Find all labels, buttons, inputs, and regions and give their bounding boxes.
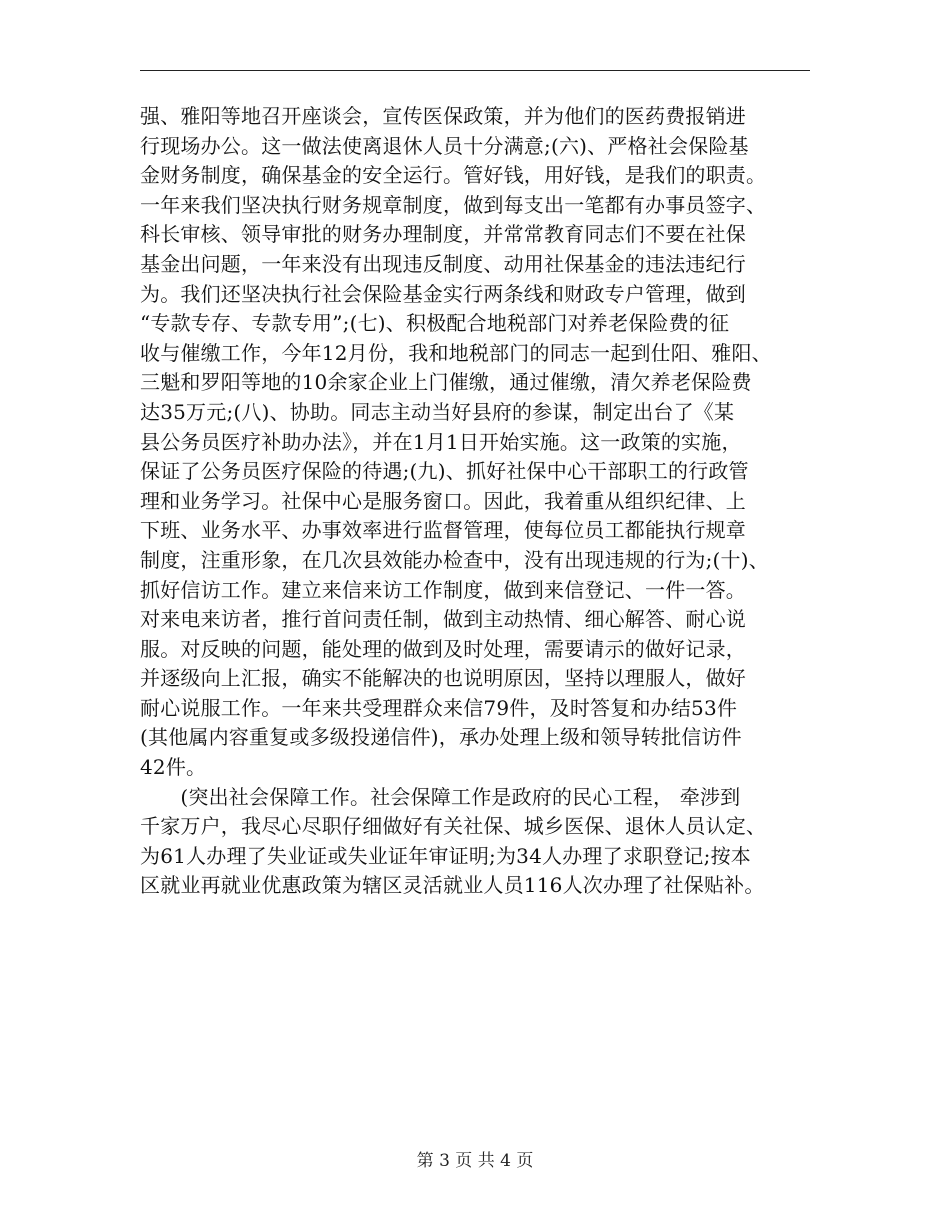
page-number: 第 3 页 共 4 页	[416, 1151, 534, 1171]
text-line: 理和业务学习。社保中心是服务窗口。因此，我着重从组织纪律、上	[140, 488, 746, 513]
text-line: 耐心说服工作。一年来共受理群众来信79件，及时答复和办结53件	[140, 695, 738, 720]
text-line: 强、雅阳等地召开座谈会，宣传医保政策，并为他们的医药费报销进	[140, 104, 746, 128]
text-line: 收与催缴工作，今年12月份，我和地税部门的同志一起到仕阳、雅阳、	[140, 340, 772, 365]
text-line: 42件。	[140, 755, 207, 780]
text-line: 科长审核、领导审批的财务办理制度，并常常教育同志们不要在社保	[140, 222, 746, 247]
text-line: 为61人办理了失业证或失业证年审证明;为34人办理了求职登记;按本	[140, 843, 751, 868]
text-line: 县公务员医疗补助办法》，并在1月1日开始实施。这一政策的实施，	[140, 429, 742, 454]
text-line: 下班、业务水平、办事效率进行监督管理，使每位员工都能执行规章	[140, 518, 746, 543]
text-line: 保证了公务员医疗保险的待遇;(九)、抓好社保中心干部职工的行政管	[140, 459, 749, 484]
text-line: 行现场办公。这一做法使离退休人员十分满意;(六)、严格社会保险基	[140, 133, 749, 158]
text-line: 区就业再就业优惠政策为辖区灵活就业人员116人次办理了社保贴补。	[140, 873, 765, 898]
text-line: 对来电来访者，推行首问责任制，做到主动热情、细心解答、耐心说	[140, 607, 746, 632]
text-line: 抓好信访工作。建立来信来访工作制度，做到来信登记、一件一答。	[140, 577, 746, 602]
text-line: 金财务制度，确保基金的安全运行。管好钱，用好钱，是我们的职责。	[140, 163, 767, 188]
text-line: 制度，注重形象，在几次县效能办检查中，没有出现违规的行为;(十)、	[140, 547, 769, 572]
text-line: 服。对反映的问题，能处理的做到及时处理，需要请示的做好记录，	[140, 636, 746, 661]
text-line: 并逐级向上汇报，确实不能解决的也说明原因，坚持以理服人，做好	[140, 666, 746, 691]
text-line: (其他属内容重复或多级投递信件)，承办处理上级和领导转批信访件	[140, 725, 742, 750]
text-line: 千家万户，我尽心尽职仔细做好有关社保、城乡医保、退休人员认定、	[140, 814, 767, 839]
text-line: 基金出问题，一年来没有出现违反制度、动用社保基金的违法违纪行	[140, 251, 746, 276]
text-line: “专款专存、专款专用”;(七)、积极配合地税部门对养老保险费的征	[140, 311, 730, 336]
header-rule	[140, 70, 810, 71]
text-line: 三魁和罗阳等地的10余家企业上门催缴，通过催缴，清欠养老保险费	[140, 370, 752, 395]
text-line: (突出社会保障工作。社会保障工作是政府的民心工程， 牵涉到	[140, 784, 741, 809]
text-line: 一年来我们坚决执行财务规章制度，做到每支出一笔都有办事员签字、	[140, 192, 767, 217]
text-line: 达35万元;(八)、协助。同志主动当好县府的参谋，制定出台了《某	[140, 399, 735, 424]
document-body	[140, 102, 830, 901]
text-line: 为。我们还坚决执行社会保险基金实行两条线和财政专户管理，做到	[140, 281, 746, 306]
